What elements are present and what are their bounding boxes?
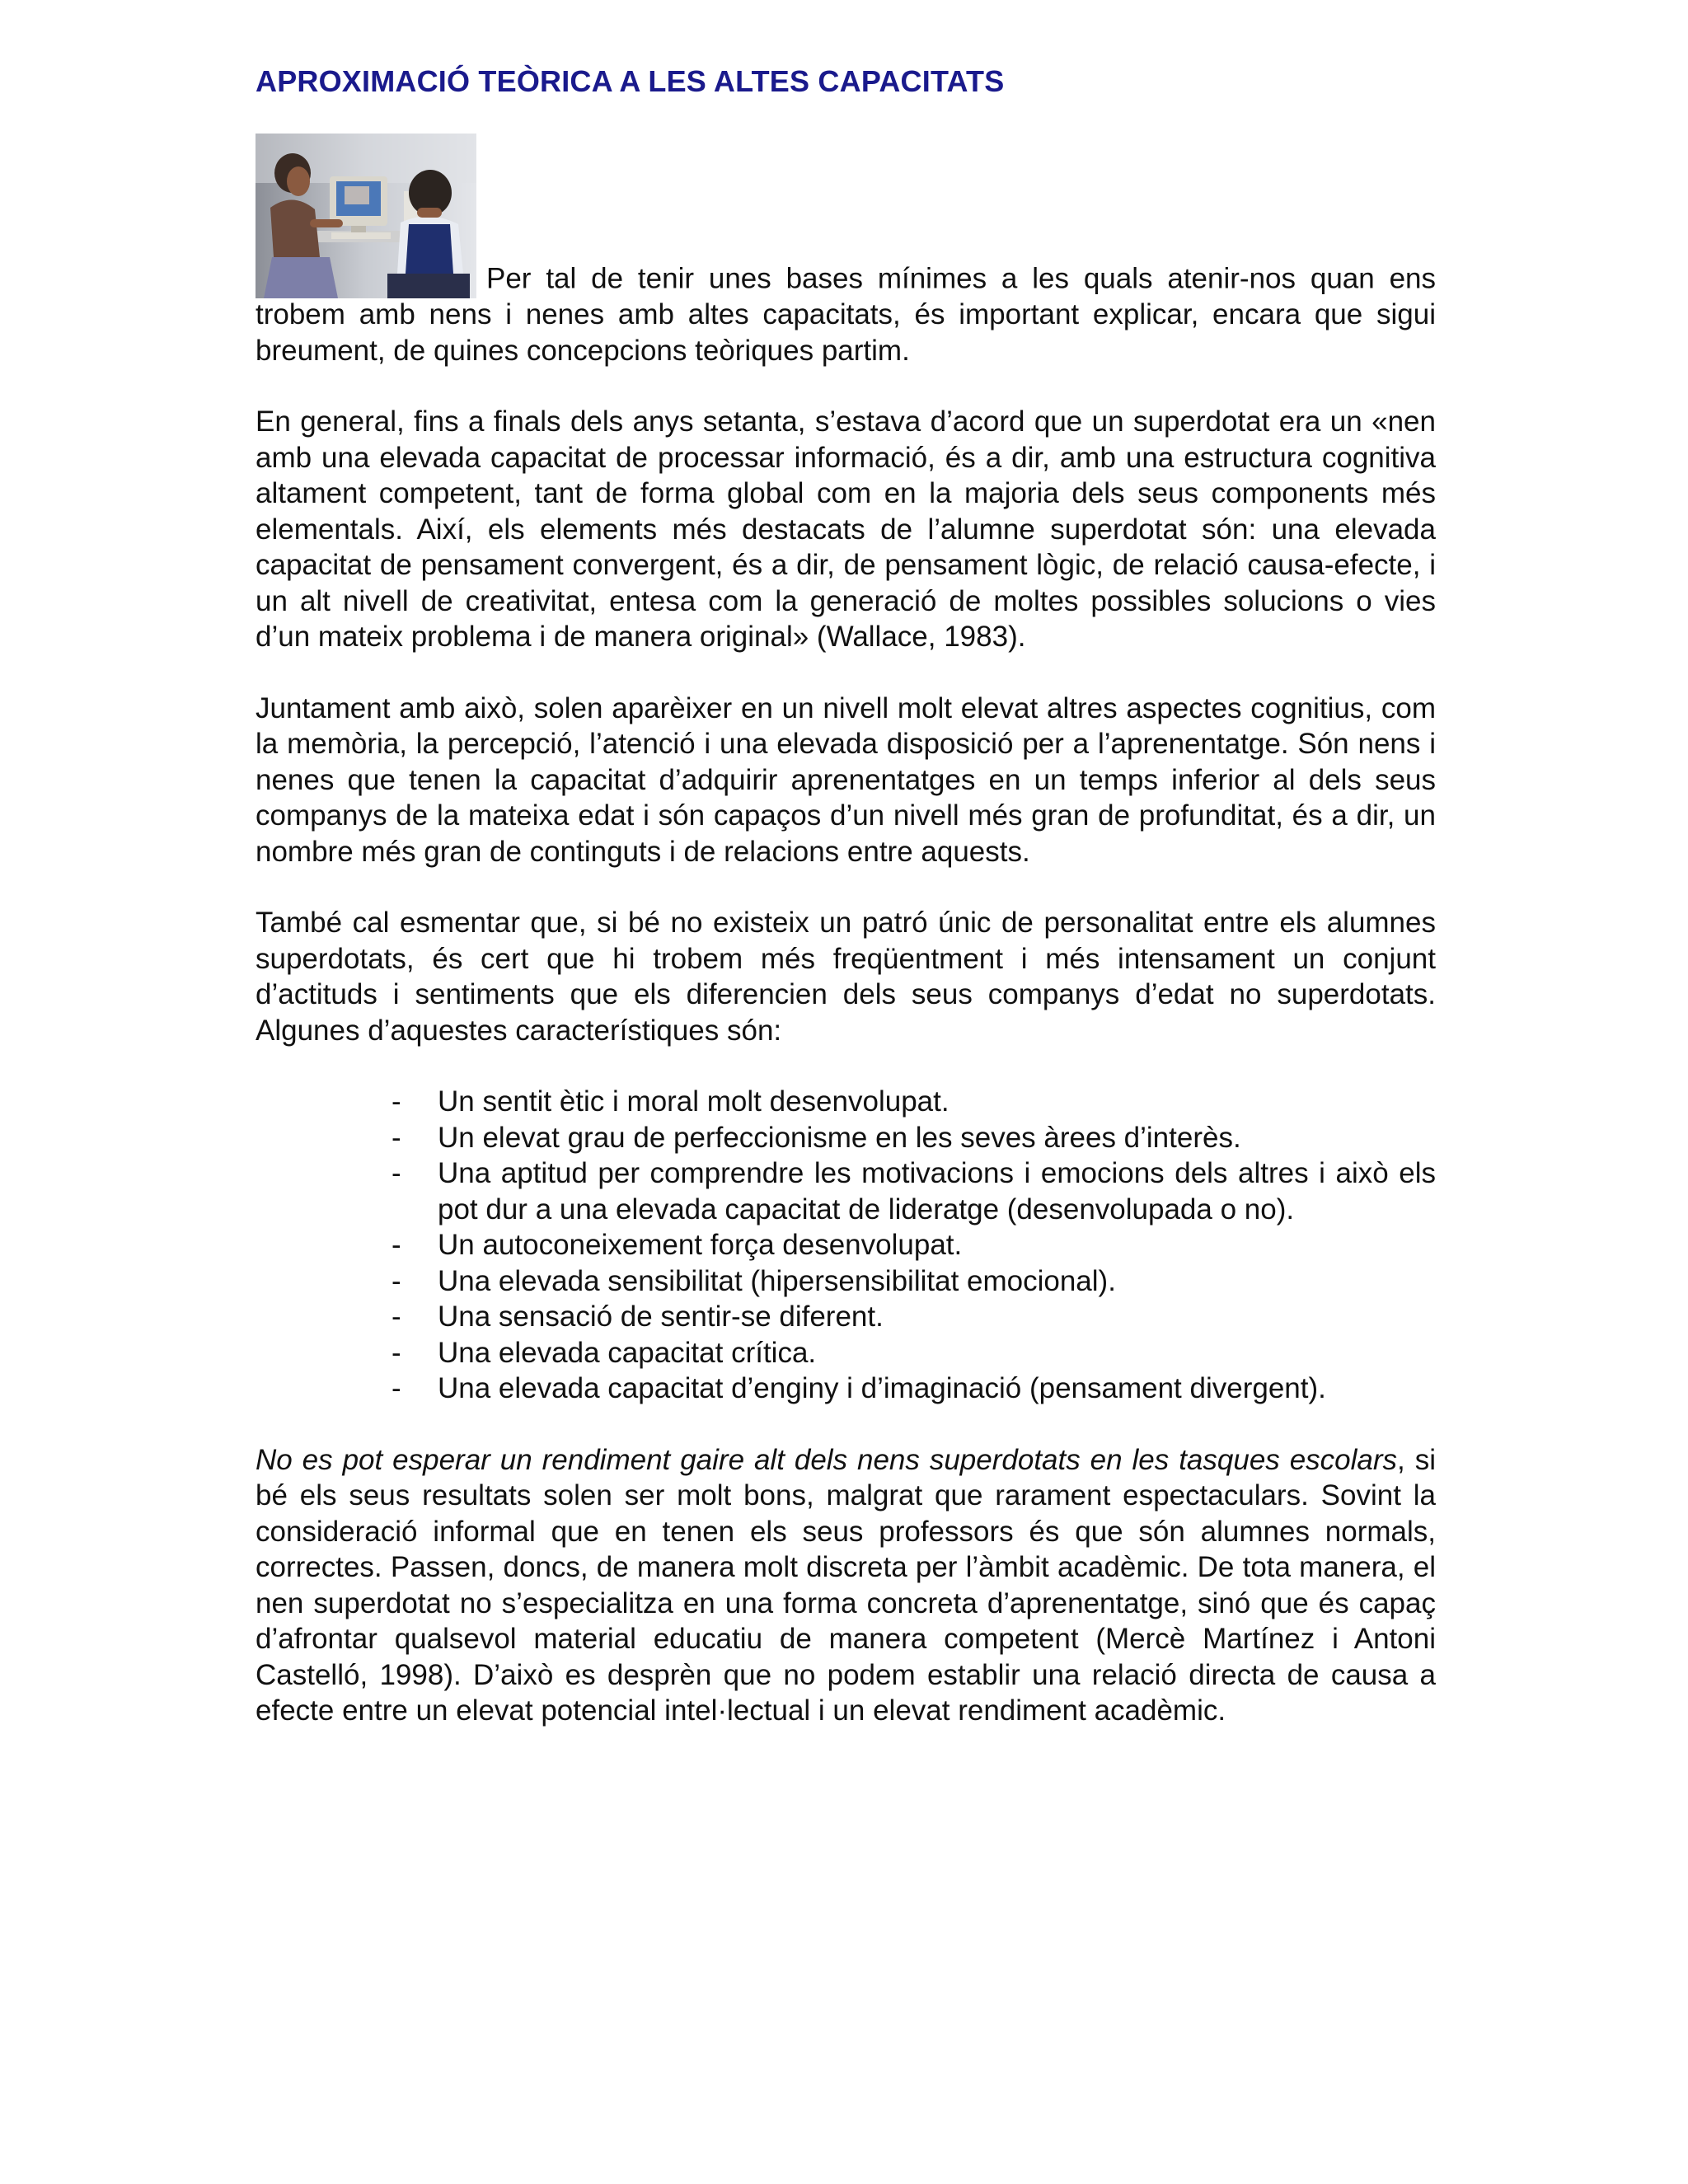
document-page	[256, 64, 1436, 1765]
list-item-text: Un sentit ètic i moral molt desenvolupat.	[438, 1085, 950, 1118]
list-item	[392, 1084, 1436, 1120]
list-item	[392, 1335, 1436, 1371]
paragraph-personality: També cal esmentar que, si bé no existeix un patró únic de personalitat entre els alumnes superdotats, és cert que hi trobem més freqüentment i més intensament un conjunt d’actituds i sentiments que els diferencien dels seus companys d’edat no superdotats. Algunes d’aquestes característiques són:	[256, 907, 1436, 1047]
photo-students-at-computer	[256, 134, 476, 298]
list-item-text: Una elevada sensibilitat (hipersensibilitat emocional).	[438, 1264, 1116, 1297]
list-dash: -	[392, 1121, 401, 1154]
list-item-text: Un elevat grau de perfeccionisme en les seves àrees d’interès.	[438, 1121, 1241, 1154]
list-item	[392, 1227, 1436, 1263]
list-item	[392, 1263, 1436, 1300]
list-item	[392, 1120, 1436, 1156]
list-dash: -	[392, 1336, 401, 1369]
paragraph-cognitive-aspects: Juntament amb això, solen aparèixer en un nivell molt elevat altres aspectes cognitius, com la memòria, la percepció, l’atenció i una elevada disposició per a l’aprenentatge. Són nens i nenes que tenen la capacitat d’adquirir aprenentatges en un temps inferior al dels seus companys de la mateixa edat i són capaços d’un nivell més gran de profunditat, és a dir, un nombre més gran de continguts i de relacions entre aquests.	[256, 691, 1436, 868]
paragraph-rest-text: , si bé els seus resultats solen ser molt bons, malgrat que rarament espectaculars. Sovint la consideració informal que en tenen els seus professors és que són alumnes normals, correctes. Passen, doncs, de manera molt discreta per l’àmbit acadèmic. De tota manera, el nen superdotat no s’especialitza en una forma concreta d’aprenentatge, sinó que és capaç d’afrontar qualsevol material educatiu de manera competent (Mercè Martínez i Antoni Castelló, 1998). D’això es desprèn que no podem establir una relació directa de causa a efecte entre un elevat potencial intel·lectual i un elevat rendiment acadèmic.	[256, 1443, 1436, 1727]
list-item-text: Una sensació de sentir-se diferent.	[438, 1301, 884, 1333]
list-item	[392, 1155, 1436, 1227]
intro-paragraph	[256, 132, 1436, 368]
document-title: APROXIMACIÓ TEÒRICA A LES ALTES CAPACITATS	[256, 64, 1005, 98]
italic-lead-text: No es pot esperar un rendiment gaire alt dels nens superdotats en les tasques escolars	[256, 1443, 1398, 1476]
paragraph-academic-performance	[256, 1442, 1436, 1729]
list-item	[392, 1371, 1436, 1407]
list-item-text: Un autoconeixement força desenvolupat.	[438, 1229, 963, 1261]
list-dash: -	[392, 1085, 401, 1118]
list-dash: -	[392, 1372, 401, 1404]
list-item-text: Una aptitud per comprendre les motivacions i emocions dels altres i això els pot dur a una elevada capacitat de lideratge (desenvolupada o no).	[438, 1157, 1436, 1226]
paragraph-definition: En general, fins a finals dels anys setanta, s’estava d’acord que un superdotat era un «nen amb una elevada capacitat de processar informació, és a dir, amb una estructura cognitiva altament competent, tant de forma global com en la majoria dels seus components més elementals. Així, els elements més destacats de l’alumne superdotat són: una elevada capacitat de pensament convergent, és a dir, de pensament lògic, de relació causa-efecte, i un alt nivell de creativitat, entesa com la generació de moltes possibles solucions o vies d’un mateix problema i de manera original» (Wallace, 1983).	[256, 405, 1436, 653]
intro-text: Per tal de tenir unes bases mínimes a les quals atenir-nos quan ens trobem amb nens i nenes amb altes capacitats, és important explicar, encara que sigui breument, de quines concepcions teòriques partim.	[256, 262, 1436, 367]
characteristics-list	[256, 1084, 1436, 1407]
list-item-text: Una elevada capacitat crítica.	[438, 1336, 817, 1369]
list-dash: -	[392, 1157, 401, 1189]
list-dash: -	[392, 1264, 401, 1297]
list-dash: -	[392, 1301, 401, 1333]
list-dash: -	[392, 1229, 401, 1261]
list-item-text: Una elevada capacitat d’enginy i d’imaginació (pensament divergent).	[438, 1372, 1326, 1404]
list-item	[392, 1299, 1436, 1335]
